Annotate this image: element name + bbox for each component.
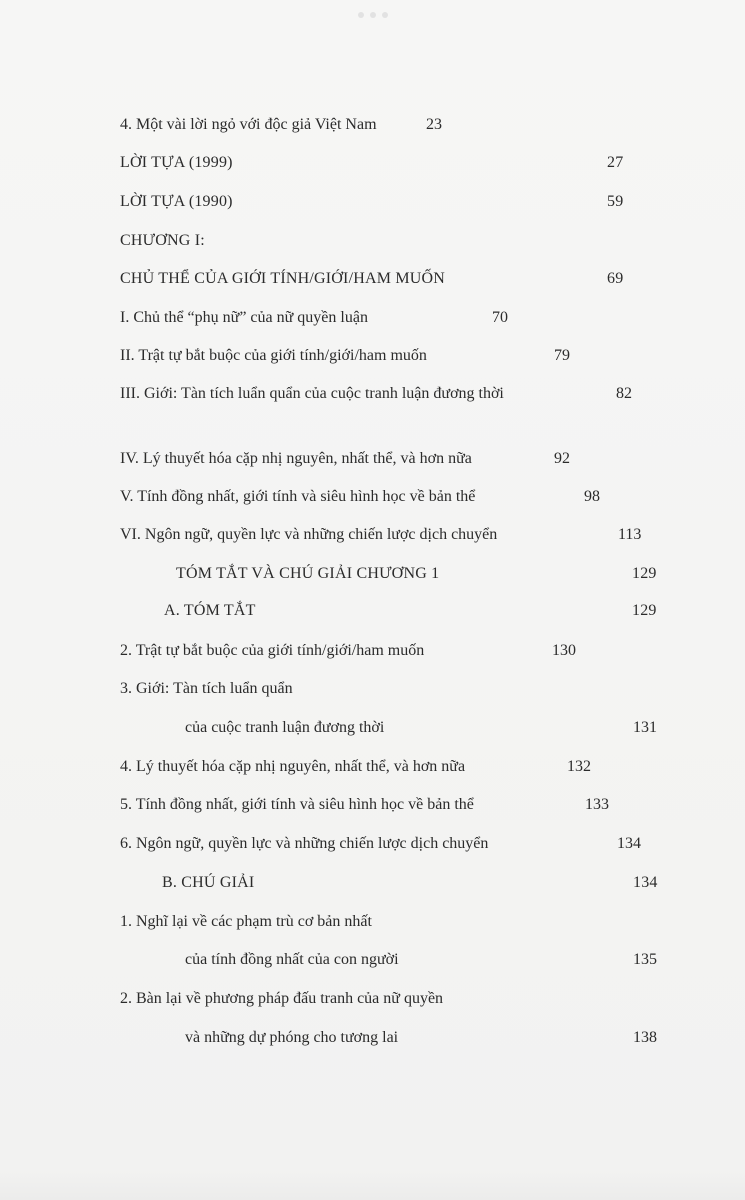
toc-entry-text: 5. Tính đồng nhất, giới tính và siêu hình học về bản thể — [120, 796, 474, 813]
toc-entry-text: 4. Một vài lời ngỏ với độc giả Việt Nam — [120, 116, 377, 133]
toc-entry-text: I. Chủ thể “phụ nữ” của nữ quyền luận — [120, 309, 368, 326]
toc-entry-text: của tính đồng nhất của con người — [185, 951, 399, 968]
toc-entry-summary-5 — [0, 792, 745, 818]
toc-entry-chuong-1-heading — [0, 228, 745, 254]
dot-icon — [358, 12, 364, 18]
toc-entry-section-6 — [0, 522, 745, 548]
toc-entry-page: 70 — [492, 309, 508, 326]
toc-entry-page: 129 — [632, 602, 657, 619]
toc-entry-summary-heading — [0, 561, 745, 587]
toc-entry-page: 82 — [616, 385, 632, 402]
toc-entry-page: 79 — [554, 347, 570, 364]
toc-entry-page: 138 — [633, 1029, 657, 1046]
toc-entry-section-2 — [0, 343, 745, 369]
toc-entry-section-1 — [0, 305, 745, 331]
toc-entry-page: 59 — [607, 193, 624, 210]
toc-entry-text: CHƯƠNG I: — [120, 232, 205, 249]
toc-entry-text: của cuộc tranh luận đương thời — [185, 719, 385, 736]
toc-entry-summary-3-cont — [0, 715, 745, 741]
toc-entry-section-4 — [0, 446, 745, 472]
toc-entry-text: LỜI TỰA (1999) — [120, 154, 233, 171]
toc-entry-page: 132 — [567, 758, 591, 775]
toc-entry-loi-tua-1999 — [0, 150, 745, 176]
window-dots — [358, 12, 388, 18]
toc-entry-text: 1. Nghĩ lại về các phạm trù cơ bản nhất — [120, 913, 372, 930]
toc-entry-page: 131 — [633, 719, 657, 736]
toc-entry-note-1-cont — [0, 947, 745, 973]
toc-entry-text: VI. Ngôn ngữ, quyền lực và những chiến lược dịch chuyển — [120, 526, 498, 543]
toc-entry-loi-ngo — [0, 112, 745, 138]
toc-entry-text: B. CHÚ GIẢI — [162, 874, 255, 891]
toc-entry-page: 23 — [426, 116, 442, 133]
toc-entry-note-2 — [0, 986, 745, 1012]
toc-entry-page: 134 — [633, 874, 658, 891]
toc-entry-text: III. Giới: Tàn tích luẩn quẩn của cuộc tranh luận đương thời — [120, 385, 504, 402]
toc-entry-page: 98 — [584, 488, 600, 505]
toc-entry-text: LỜI TỰA (1990) — [120, 193, 233, 210]
toc-entry-summary-3 — [0, 676, 745, 702]
toc-entry-section-3 — [0, 381, 745, 407]
toc-entry-page: 133 — [585, 796, 609, 813]
toc-entry-text: CHỦ THỂ CỦA GIỚI TÍNH/GIỚI/HAM MUỐN — [120, 270, 446, 287]
dot-icon — [382, 12, 388, 18]
toc-entry-page: 129 — [632, 565, 657, 582]
toc-entry-text: 6. Ngôn ngữ, quyền lực và những chiến lược dịch chuyển — [120, 835, 489, 852]
toc-entry-page: 134 — [617, 835, 641, 852]
toc-entry-text: V. Tính đồng nhất, giới tính và siêu hình học về bản thể — [120, 488, 476, 505]
toc-entry-section-5 — [0, 484, 745, 510]
toc-entry-text: và những dự phóng cho tương lai — [185, 1029, 399, 1046]
toc-entry-text: A. TÓM TẮT — [164, 602, 256, 619]
toc-entry-summary-2 — [0, 638, 745, 664]
toc-entry-loi-tua-1990 — [0, 189, 745, 215]
toc-entry-text: 4. Lý thuyết hóa cặp nhị nguyên, nhất thể, và hơn nữa — [120, 758, 466, 775]
toc-entry-text: II. Trật tự bắt buộc của giới tính/giới/ham muốn — [120, 347, 427, 364]
toc-entry-note-2-cont — [0, 1025, 745, 1051]
toc-entry-text: 3. Giới: Tàn tích luẩn quẩn — [120, 680, 293, 697]
toc-entry-chuong-1-title — [0, 266, 745, 292]
toc-entry-page: 113 — [618, 526, 642, 543]
toc-entry-summary-6 — [0, 831, 745, 857]
toc-entry-summary-4 — [0, 754, 745, 780]
dot-icon — [370, 12, 376, 18]
toc-entry-text: TÓM TẮT VÀ CHÚ GIẢI CHƯƠNG 1 — [176, 565, 440, 582]
toc-entry-tom-tat — [0, 598, 745, 624]
toc-entry-text: IV. Lý thuyết hóa cặp nhị nguyên, nhất thể, và hơn nữa — [120, 450, 472, 467]
toc-entry-note-1 — [0, 909, 745, 935]
toc-entry-text: 2. Bàn lại về phương pháp đấu tranh của nữ quyền — [120, 990, 444, 1007]
toc-entry-page: 69 — [607, 270, 624, 287]
toc-entry-page: 92 — [554, 450, 570, 467]
toc-entry-page: 135 — [633, 951, 657, 968]
toc-entry-chu-giai — [0, 870, 745, 896]
toc-entry-page: 130 — [552, 642, 576, 659]
page-bottom-shadow — [0, 1170, 745, 1200]
toc-entry-page: 27 — [607, 154, 624, 171]
toc-entry-text: 2. Trật tự bắt buộc của giới tính/giới/ham muốn — [120, 642, 425, 659]
